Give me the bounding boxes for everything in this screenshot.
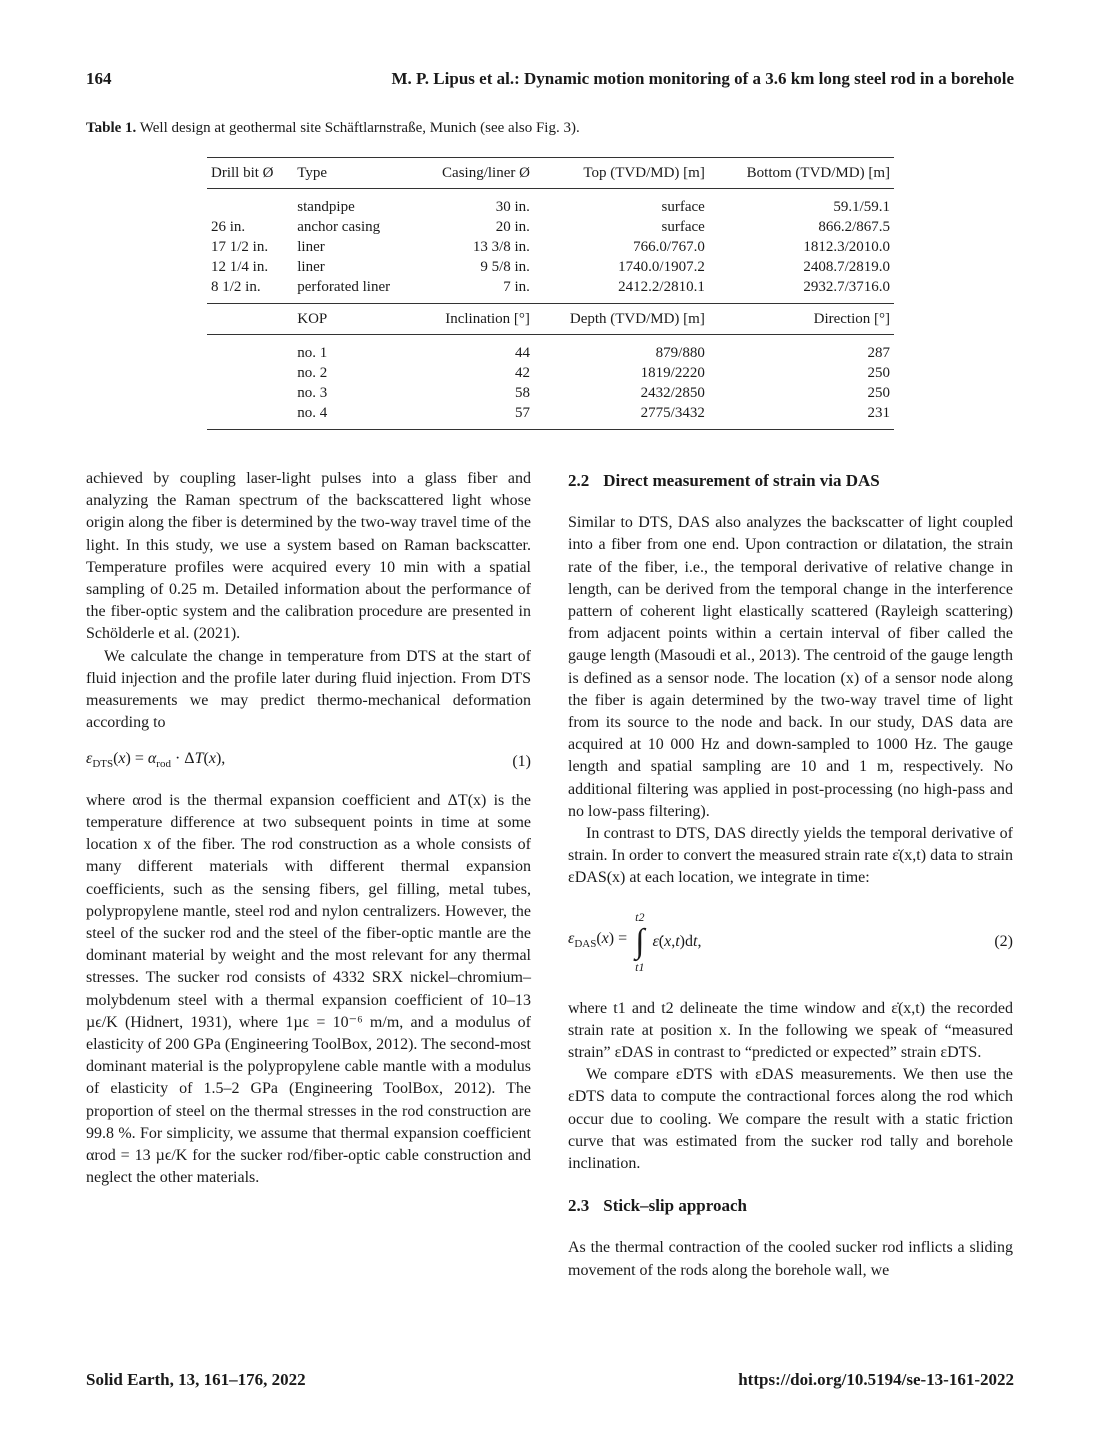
table-cell: no. 4: [293, 403, 416, 430]
table-cell: 1819/2220: [640, 365, 705, 381]
table-cell: 250: [867, 385, 890, 401]
table-header-cell: Depth (TVD/MD) [m]: [534, 304, 709, 335]
equation-1-body: $\varepsilon_{DTS}(x) = \alpha_{rod} \cdot \Delta T(x)$,: [86, 750, 226, 771]
table-cell: 8 1/2 in.: [211, 279, 261, 295]
integral-upper-limit: t2: [635, 909, 645, 924]
table-cell: 44: [514, 345, 530, 361]
table-cell: 26 in.: [211, 219, 246, 235]
running-title: M. P. Lipus et al.: Dynamic motion monitoring of a 3.6 km long steel rod in a borehole: [391, 69, 1014, 88]
table-row: [207, 383, 894, 403]
well-design-table: [207, 157, 894, 430]
paragraph: Similar to DTS, DAS also analyzes the backscatter of light coupled into a fiber from one end. Upon contraction or dilatation, the strain rate of the fiber, i.e., the temporal derivative of relative change in length, can be derived from the temporal change in the interference pattern of coherent light elastically scattered (Rayleigh scattering) from adjacent points within a certain interval of fiber called the gauge length (Masoudi et al., 2013). The centroid of the gauge length is defined as a sensor node. The location (x) of a sensor node along the fiber is again determined by the two-way travel time of light from its source to the node and back. In our study, DAS data are acquired at 10 000 Hz and down-sampled to 1000 Hz. The gauge length and spatial sampling are 10 and 1 m, respectively. No additional filtering was applied in post-processing (no high-pass and no low-pass filtering).: [568, 514, 1013, 820]
table-cell: 42: [514, 365, 530, 381]
table-caption-text: Well design at geothermal site Schäftlarnstraße, Munich (see also Fig. 3).: [139, 120, 580, 136]
equation-number: (1): [512, 753, 531, 771]
table-cell: 2432/2850: [640, 385, 705, 401]
paragraph: In contrast to DTS, DAS directly yields the temporal derivative of strain. In order to convert the measured strain rate ε̇(x,t) data to strain εDAS(x) at each location, we integrate in time:: [568, 825, 1013, 887]
table-cell: anchor casing: [297, 219, 381, 235]
paragraph: We calculate the change in temperature from DTS at the start of fluid injection and the profile later during fluid injection. From DTS measurements we may predict thermo-mechanical deformation according to: [86, 647, 531, 732]
table-header-cell: Top (TVD/MD) [m]: [534, 158, 709, 189]
paragraph: As the thermal contraction of the cooled sucker rod inflicts a sliding movement of the rods along the borehole wall, we: [568, 1239, 1013, 1279]
journal-citation: Solid Earth, 13, 161–176, 2022: [86, 1370, 306, 1389]
table-cell: 1740.0/1907.2: [618, 259, 705, 275]
equation-2-body: $\varepsilon_{DAS}(x)$ = t2 ∫ t1 ε̇(x,t)dt,: [568, 909, 702, 974]
table-row: [207, 335, 894, 364]
left-column: [86, 468, 531, 1189]
section-title: Direct measurement of strain via DAS: [603, 471, 880, 490]
table-cell: [207, 335, 293, 364]
table-header-cell: Type: [293, 158, 416, 189]
table-cell: standpipe: [297, 199, 355, 215]
table-header-cell: Bottom (TVD/MD) [m]: [709, 158, 894, 189]
table-cell: 879/880: [655, 345, 705, 361]
table-row: [207, 237, 894, 257]
page-number: 164: [86, 69, 112, 88]
table-caption-label: Table 1.: [86, 120, 137, 136]
table-header-cell: KOP: [293, 304, 416, 335]
table-cell: surface: [661, 219, 705, 235]
paragraph: We compare εDTS with εDAS measurements. We then use the εDTS data to compute the contractional forces along the rod which occur due to cooling. We compare the result with a static friction curve that was estimated from the sucker rod tally and borehole inclination.: [568, 1066, 1013, 1173]
paragraph: where t1 and t2 delineate the time window and ε̇(x,t) the recorded strain rate at position x. In the following we speak of “measured strain” εDAS in contrast to “predicted or expected” strain εDTS.: [568, 999, 1013, 1062]
table-cell: 58: [514, 385, 530, 401]
table-cell: 12 1/4 in.: [211, 259, 269, 275]
table-header-cell: Casing/liner Ø: [417, 158, 534, 189]
integral-lower-limit: t1: [635, 959, 645, 974]
table-cell: no. 3: [297, 385, 328, 401]
table-cell: surface: [661, 199, 705, 215]
table-header-cell: Drill bit Ø: [207, 158, 293, 189]
table-cell: 2412.2/2810.1: [618, 279, 705, 295]
section-number: 2.2: [568, 471, 590, 490]
table-cell: 287: [867, 345, 890, 361]
table-cell: 2775/3432: [534, 403, 709, 430]
table-cell: 2932.7/3716.0: [803, 279, 890, 295]
paragraph: achieved by coupling laser-light pulses into a glass fiber and analyzing the Raman spectrum of the backscattered light whose origin along the fiber is determined by the two-way travel time of the light. In this study, we use a system based on Raman backscatter. Temperature profiles were acquired every 10 min with a spatial sampling of 0.25 m. Detailed information about the performance of the fiber-optic system and the calibration procedure are presented in Schölderle et al. (2021).: [86, 470, 531, 643]
equation-1: [86, 748, 531, 775]
table-cell: 13 3/8 in.: [472, 239, 530, 255]
table-row: [207, 363, 894, 383]
table-cell: 250: [867, 365, 890, 381]
section-number: 2.3: [568, 1196, 590, 1216]
equation-2: [568, 902, 1013, 982]
table-cell: [207, 383, 293, 403]
table-cell: liner: [297, 239, 325, 255]
section-title: Stick–slip approach: [603, 1196, 748, 1216]
table-row: [207, 189, 894, 218]
table-cell: 2408.7/2819.0: [803, 259, 890, 275]
table-cell: 9 5/8 in.: [480, 259, 530, 275]
table-header-cell: Direction [°]: [709, 304, 894, 335]
table-cell: 59.1/59.1: [833, 199, 890, 215]
table-cell: [207, 189, 293, 218]
table-cell: 7 in.: [503, 279, 530, 295]
section-heading: [568, 470, 1013, 492]
table-cell: 231: [709, 403, 894, 430]
section-heading: [568, 1195, 1013, 1217]
table-caption: [86, 120, 580, 137]
table-row: [207, 277, 894, 304]
table-cell: perforated liner: [297, 279, 391, 295]
integral-sign: t2 ∫ t1: [635, 909, 645, 974]
doi-link[interactable]: https://doi.org/10.5194/se-13-161-2022: [738, 1370, 1014, 1389]
table-cell: [207, 403, 293, 430]
table-cell: no. 1: [297, 345, 328, 361]
table-cell: 866.2/867.5: [818, 219, 890, 235]
table-cell: liner: [297, 259, 325, 275]
table-row: [207, 217, 894, 237]
table-header-cell: [207, 304, 293, 335]
table-row: [207, 403, 894, 430]
table-cell: 57: [417, 403, 534, 430]
table-cell: [207, 363, 293, 383]
table-cell: 1812.3/2010.0: [803, 239, 890, 255]
table-cell: no. 2: [297, 365, 328, 381]
table-cell: 766.0/767.0: [633, 239, 705, 255]
table-cell: 20 in.: [495, 219, 530, 235]
paragraph: where αrod is the thermal expansion coefficient and ΔT(x) is the temperature difference at two subsequent points in time at some location x of the fiber. The rod construction as a whole consists of many different materials with different thermal expansion coefficients, such as the sensing fibers, gel filling, metal tubes, polypropylene mantle, steel rod and nylon centralizers. However, the steel of the sucker rod and the steel of the fiber-optic mantle are the dominant material by weight and the most relevant for any thermal stresses. The sucker rod consists of 4332 SRX nickel–chromium–molybdenum steel with a thermal expansion coefficient of 10–13 µϵ/K (Hidnert, 1931), where 1µϵ = 10⁻⁶ m/m, and a modulus of elasticity of 200 GPa (Engineering ToolBox, 2012). The second-most dominant material is the polypropylene cable mantle with a modulus of elasticity of 1.5–2 GPa (Engineering ToolBox, 2012). The proportion of steel on the thermal stresses in the rod construction are 99.8 %. For simplicity, we assume that thermal expansion coefficient αrod = 13 µϵ/K for the sucker rod/fiber-optic cable construction and neglect the other materials.: [86, 791, 531, 1187]
table-row: [207, 257, 894, 277]
table-cell: 17 1/2 in.: [211, 239, 269, 255]
equation-number: (2): [994, 932, 1013, 950]
right-column: [568, 468, 1013, 1282]
table-cell: 30 in.: [495, 199, 530, 215]
table-header-cell: Inclination [°]: [417, 304, 534, 335]
